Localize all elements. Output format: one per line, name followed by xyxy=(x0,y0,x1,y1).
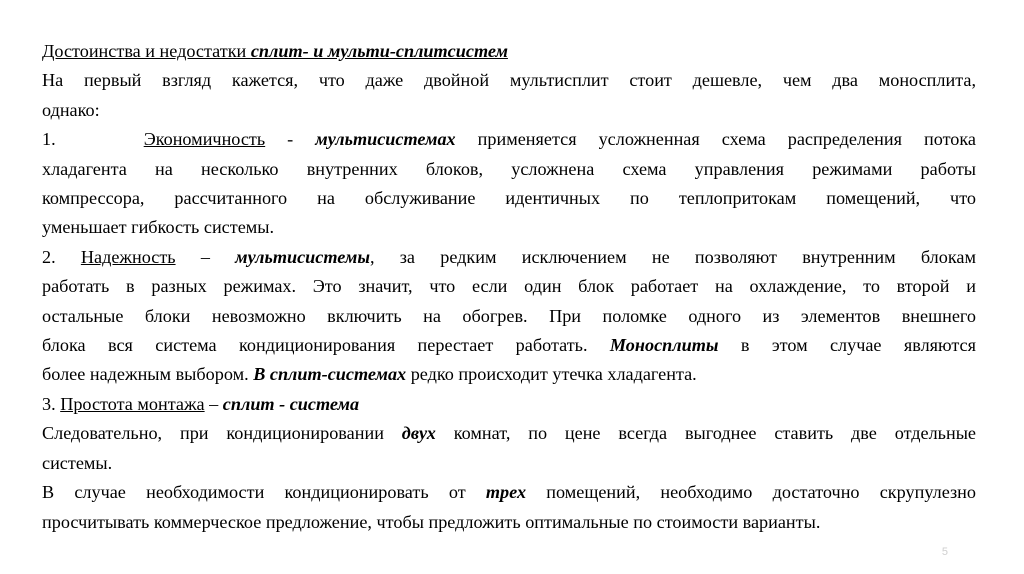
point-2-l5-emphasis: В сплит-системах xyxy=(253,364,407,385)
point-2-line-2: работать в разных режимах. Это значит, что если один блок работает на охлаждение, то второй и xyxy=(42,276,976,297)
conclusion-2-rest: помещений, необходимо достаточно скрупулезно xyxy=(526,482,977,503)
point-1-number: 1. xyxy=(42,129,56,150)
point-3-number: 3. xyxy=(42,393,61,414)
conclusion-1-pre: Следовательно, при кондиционировании xyxy=(42,423,402,444)
point-3-emphasis: сплит - система xyxy=(222,393,360,414)
slide-content xyxy=(42,37,976,537)
point-3-line-1 xyxy=(42,390,976,419)
conclusion-2-line-1 xyxy=(42,478,976,507)
conclusion-2-emphasis: трех xyxy=(485,482,527,503)
intro-line-1: На первый взгляд кажется, что даже двойной мультисплит стоит дешевле, чем два моносплита, xyxy=(42,70,976,91)
point-2-l4-rest: в этом случае являются xyxy=(718,335,976,356)
point-2-line-3: остальные блоки невозможно включить на обогрев. При поломке одного из элементов внешнего xyxy=(42,305,976,326)
conclusion-1-emphasis: двух xyxy=(401,423,436,444)
title-text: Достоинства и недостатки xyxy=(42,41,251,61)
point-1-heading: Экономичность xyxy=(143,129,266,150)
intro-line-2: однако: xyxy=(42,99,100,120)
point-2-rest: , за редким исключением не позволяют внутренним блокам xyxy=(369,246,976,267)
point-1-emphasis: мультисистемах xyxy=(315,129,456,150)
conclusion-1-line-2: системы. xyxy=(42,452,113,473)
point-2-heading: Надежность xyxy=(80,246,176,267)
point-2-number: 2. xyxy=(42,246,81,267)
point-1-line-1 xyxy=(42,125,976,154)
point-1-line-2: хладагента на несколько внутренних блоков, усложнена схема управления режимами работы xyxy=(42,158,976,179)
point-2-emphasis: мультисистемы xyxy=(235,246,370,267)
point-2-l5-rest: редко происходит утечка хладагента. xyxy=(406,364,697,385)
point-2-l4-pre: блока вся система кондиционирования перестает работать. xyxy=(42,335,610,356)
conclusion-1-rest: комнат, по цене всегда выгоднее ставить две отдельные xyxy=(435,423,976,444)
point-2-l4-emphasis: Моносплиты xyxy=(609,335,719,356)
page-number: 5 xyxy=(941,546,948,558)
point-1-line-3: компрессора, рассчитанного на обслуживание идентичных по теплопритокам помещений, что xyxy=(42,188,976,209)
slide-title xyxy=(42,37,976,66)
point-2-l5-pre: более надежным выбором. xyxy=(42,364,254,385)
point-2-line-4 xyxy=(42,331,976,360)
point-3-heading: Простота монтажа xyxy=(60,393,205,414)
point-1-rest: применяется усложненная схема распределения потока xyxy=(455,129,977,150)
point-2-line-1 xyxy=(42,243,976,272)
point-1-line-4: уменьшает гибкость системы. xyxy=(42,217,275,238)
point-1-dash: - xyxy=(265,129,316,150)
point-2-line-5 xyxy=(42,360,976,389)
conclusion-2-pre: В случае необходимости кондиционировать от xyxy=(42,482,486,503)
conclusion-2-line-2: просчитывать коммерческое предложение, чтобы предложить оптимальные по стоимости варианты. xyxy=(42,511,821,532)
conclusion-1-line-1 xyxy=(42,419,976,448)
point-2-dash: – xyxy=(175,246,236,267)
point-3-dash: – xyxy=(204,393,223,414)
title-emphasis: сплит- и мульти-сплитсистем xyxy=(250,41,508,61)
